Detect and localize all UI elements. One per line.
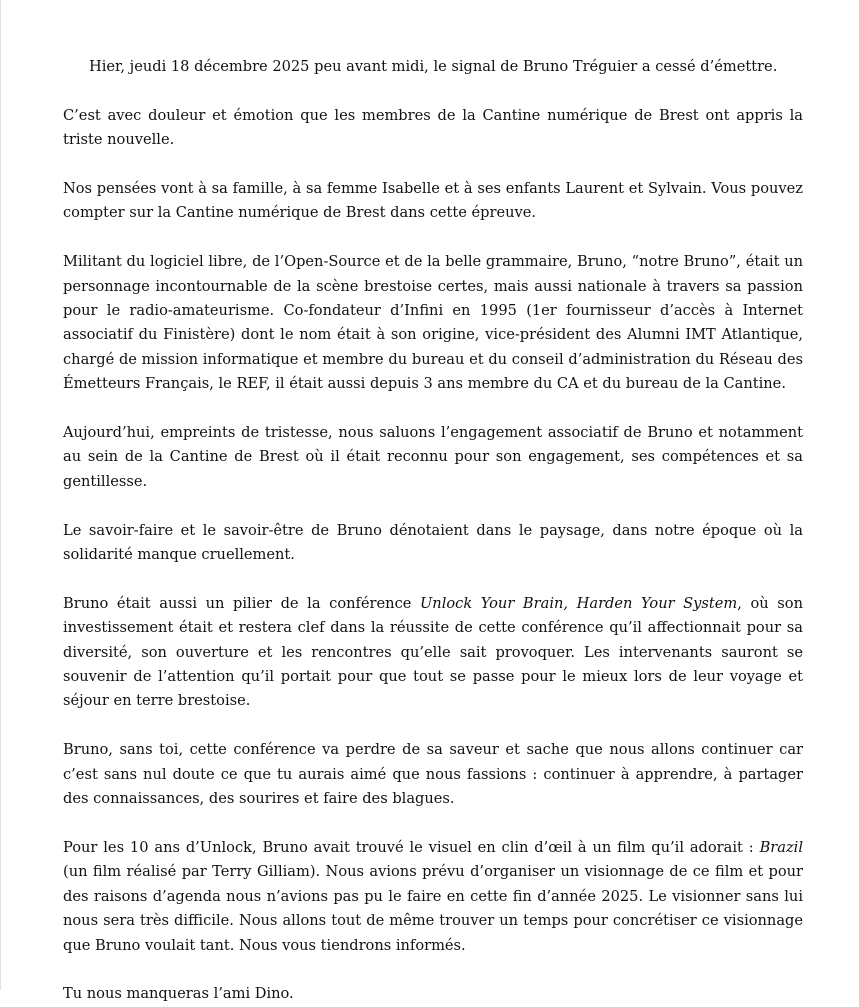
paragraph-savoir-faire: Le savoir-faire et le savoir-être de Bruno dénotaient dans le paysage, dans notre époque où la solidarité manque cruellement. xyxy=(63,521,803,564)
paragraph-conference xyxy=(63,592,803,714)
film-title: Brazil xyxy=(759,838,803,856)
conference-text-end: , où son investissement était et restera clef dans la réussite de cette conférence qu’il affectionnait pour sa diversité, son ouverture et les rencontres qu’elle sait provoquer. Les intervenants sauront se souvenir de l’attention qu’il portait pour que tout se passe pour le mieux lors de leur voyage et séjour en terre brestoise. xyxy=(63,594,803,710)
paragraph-farewell: Tu nous manqueras l’ami Dino. xyxy=(63,985,294,1003)
paragraph-condolence: C’est avec douleur et émotion que les membres de la Cantine numérique de Brest ont appris la triste nouvelle. xyxy=(63,106,803,149)
conference-name: Unlock Your Brain, Harden Your System xyxy=(420,594,738,612)
paragraph-family: Nos pensées vont à sa famille, à sa femme Isabelle et à ses enfants Laurent et Sylvain. Vous pouvez compter sur la Cantine numérique de Brest dans cette épreuve. xyxy=(63,180,803,222)
conference-text-start: Bruno était aussi un pilier de la conférence xyxy=(63,594,420,612)
document-body xyxy=(63,55,803,1007)
paragraph-engagement: Aujourd’hui, empreints de tristesse, nous saluons l’engagement associatif de Bruno et notamment au sein de la Cantine de Brest où il était reconnu pour son engagement, ses compétences et sa gentillesse. xyxy=(63,424,803,490)
paragraph-biography: Militant du logiciel libre, de l’Open-Source et de la belle grammaire, Bruno, “notre Bruno”, était un personnage incontournable de la scène brestoise certes, mais aussi nationale à travers sa passion pour le radio-amateurisme. Co-fondateur d’Infini en 1995 (1er fournisseur d’accès à Internet associatif du Finistère) dont le nom était à son origine, vice-président des Alumni IMT Atlantique, chargé de mission informatique et membre du bureau et du conseil d’administration du Réseau des Émetteurs Français, le REF, il était aussi depuis 3 ans membre du CA et du bureau de la Cantine. xyxy=(63,253,803,393)
brazil-text-end: (un film réalisé par Terry Gilliam). Nous avions prévu d’organiser un visionnage de ce film et pour des raisons d’agenda nous n’avions pas pu le faire en cette fin d’année 2025. Le visionner sans lui nous sera très difficile. Nous allons tout de même trouver un temps pour concrétiser ce visionnage que Bruno voulait tant. Nous vous tiendrons informés. xyxy=(63,863,803,954)
brazil-text-start: Pour les 10 ans d’Unlock, Bruno avait trouvé le visuel en clin d’œil à un film qu’il adorait : xyxy=(63,838,760,856)
paragraph-tribute: Bruno, sans toi, cette conférence va perdre de sa saveur et sache que nous allons continuer car c’est sans nul doute ce que tu aurais aimé que nous fassions : continuer à apprendre, à partager des connaissances, des sourires et faire des blagues. xyxy=(63,741,803,808)
paragraph-announcement: Hier, jeudi 18 décembre 2025 peu avant midi, le signal de Bruno Tréguier a cessé d’émettre. xyxy=(89,58,778,75)
paragraph-brazil xyxy=(63,836,803,958)
